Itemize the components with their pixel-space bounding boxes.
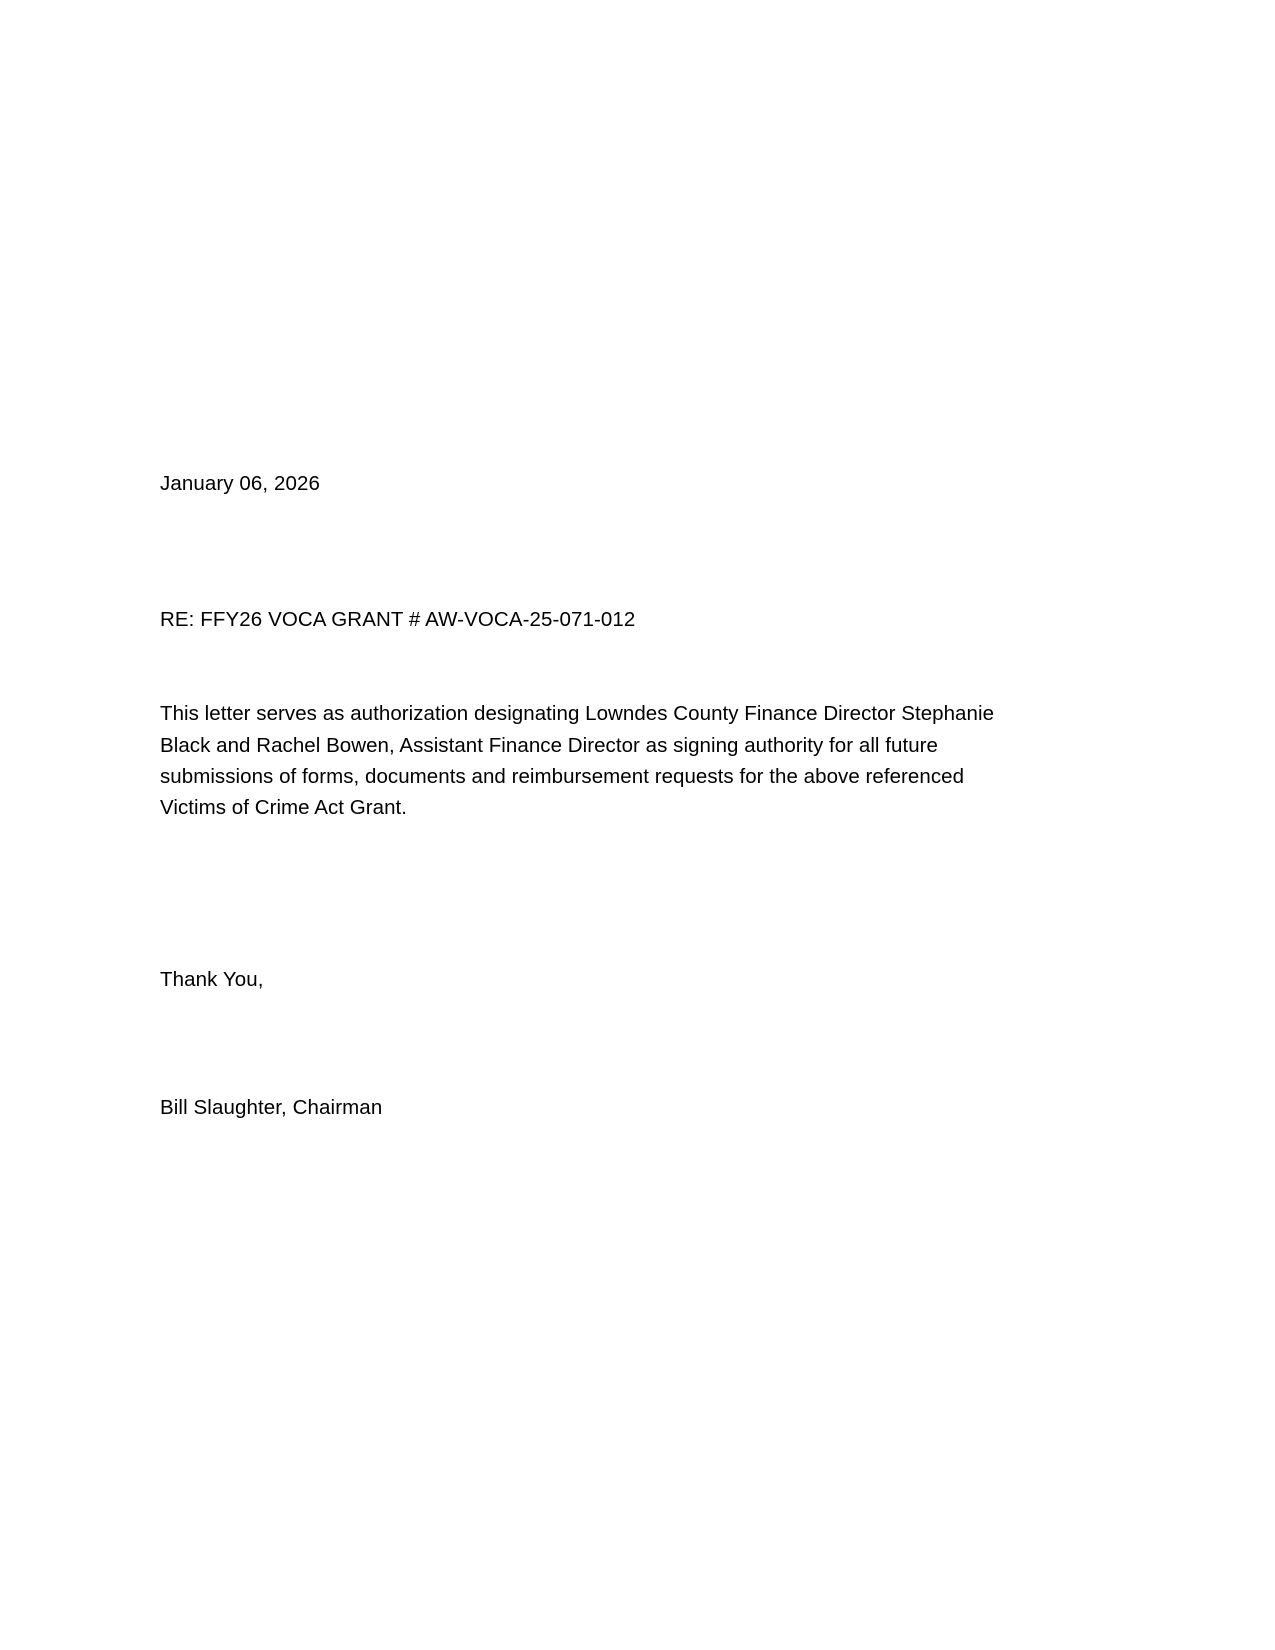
letter-paragraph: This letter serves as authorization designating Lowndes County Finance Director Stephanie Black and Rachel Bowen, Assistant Finance Director as signing authority for all future submissions of forms, documents and reimbursement requests for the above referenced Victims of Crime Act Grant. xyxy=(160,702,995,819)
letter-signature: Bill Slaughter, Chairman xyxy=(160,1095,383,1119)
letter-body xyxy=(160,470,1010,1121)
letter-subject: RE: FFY26 VOCA GRANT # AW-VOCA-25-071-012 xyxy=(160,607,636,631)
letter-date: January 06, 2026 xyxy=(160,472,321,495)
letter-closing: Thank You, xyxy=(160,967,264,991)
